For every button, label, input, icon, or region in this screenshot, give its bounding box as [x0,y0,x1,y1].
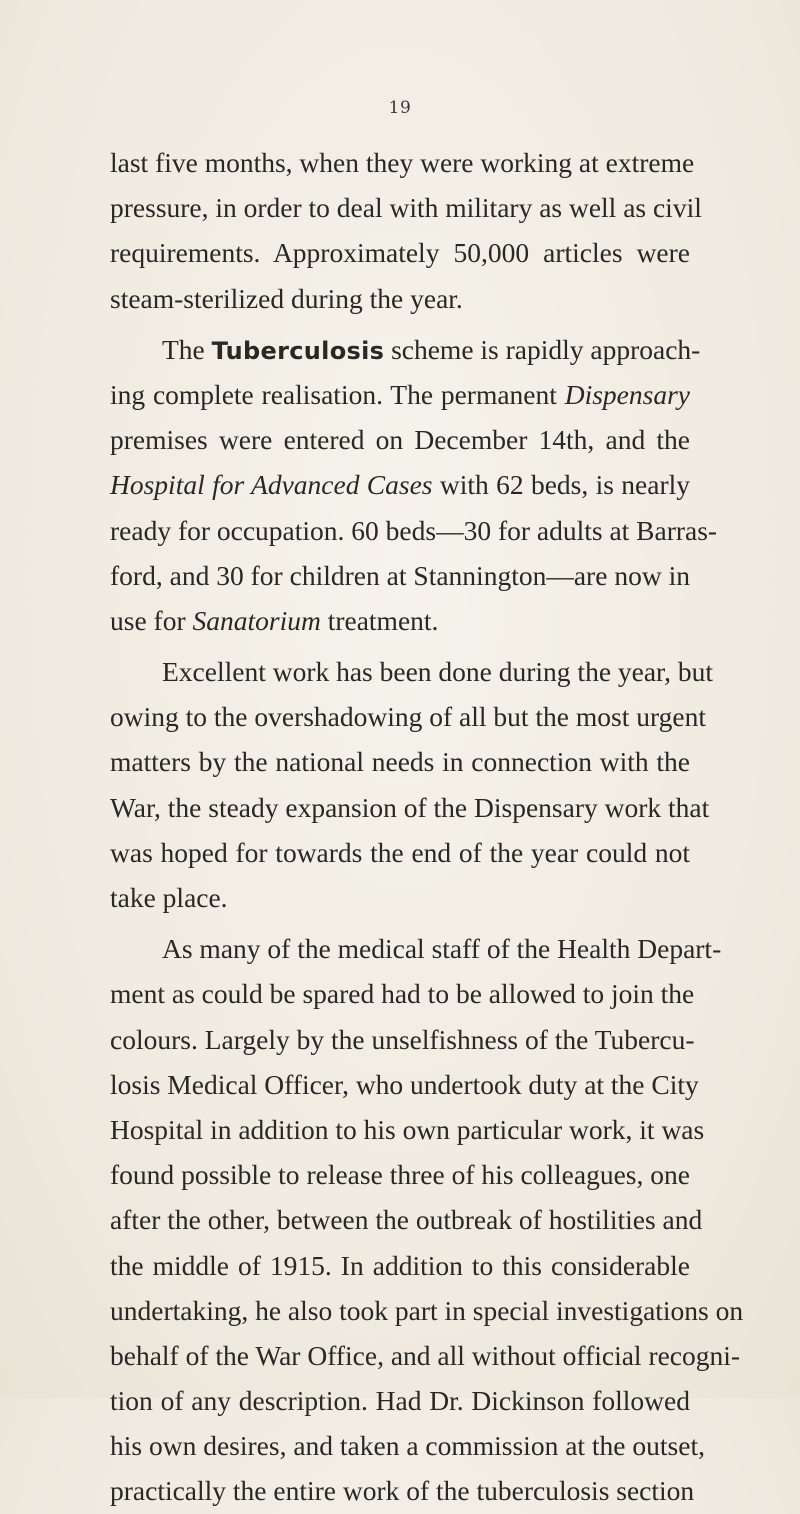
text-line: practically the entire work of the tuberculosis section [110,1475,695,1507]
text-line: requirements. Approximately 50,000 articles were [110,237,690,269]
text-line: last five months, when they were working at extreme [110,147,695,178]
text-line: ready for occupation. 60 beds—30 for adults at Barras- [110,514,718,546]
term-sanatorium: Sanatorium [192,604,321,636]
text-line: The Tuberculosis scheme is rapidly approach- [162,333,701,365]
page-number: 19 [388,98,412,118]
text-line: Hospital for Advanced Cases with 62 beds, is nearly [110,469,690,501]
term-hospital-advanced-cases: Hospital for Advanced Cases [110,469,433,501]
text-line: use for Sanatorium treatment. [110,604,439,636]
text-line: ing complete realisation. The permanent Dispensary [110,378,690,410]
text-line: pressure, in order to deal with military as well as civil [110,192,702,224]
text-line: owing to the overshadowing of all but the most urgent [110,701,707,733]
text-line: behalf of the War Office, and all without official recogni- [110,1339,741,1371]
text-line: premises were entered on December 14th, and the [110,424,690,456]
text-line: losis Medical Officer, who undertook duty at the City [110,1068,699,1100]
text-line: undertaking, he also took part in special investigations on [110,1294,744,1326]
text-line: found possible to release three of his colleagues, one [110,1159,690,1191]
text-line: was hoped for towards the end of the year could not [110,836,690,868]
text-line: As many of the medical staff of the Health Depart- [162,933,722,965]
text-line: the middle of 1915. In addition to this considerable [110,1249,690,1281]
text-line: Hospital in addition to his own particular work, it was [110,1113,705,1145]
text-line: steam-sterilized during the year. [110,282,463,314]
text-line: take place. [110,882,228,913]
text-line: War, the steady expansion of the Dispensary work that [110,791,710,823]
text-line: matters by the national needs in connection with the [110,746,690,778]
text-line: Excellent work has been done during the year, but [162,656,714,688]
text-line: colours. Largely by the unselfishness of the Tubercu- [110,1023,695,1055]
text-line: after the other, between the outbreak of hostilities and [110,1204,703,1236]
text-line: ford, and 30 for children at Stannington—are now in [110,559,690,591]
text-line: ment as could be spared had to be allowed to join the [110,978,695,1010]
term-tuberculosis: Tuberculosis [211,336,385,365]
text-line: his own desires, and taken a commission at the outset, [110,1430,705,1462]
term-dispensary: Dispensary [564,378,690,410]
body-text [110,140,744,1514]
text-line: tion of any description. Had Dr. Dickinson followed [110,1385,690,1417]
